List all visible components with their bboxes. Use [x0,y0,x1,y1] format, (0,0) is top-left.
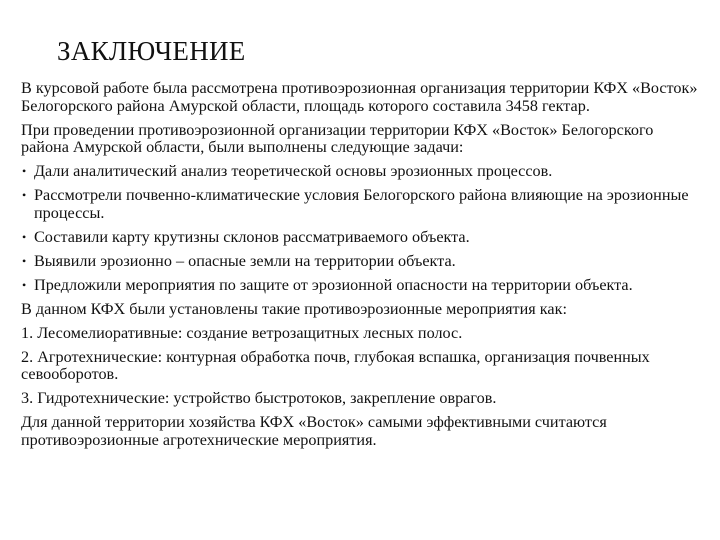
task-item [21,253,701,271]
measure-item: 1. Лесомелиоративные: создание ветрозащитных лесных полос. [21,323,463,342]
conclusion-paragraph: Для данной территории хозяйства КФХ «Восток» самыми эффективными считаются противоэрозионные агротехнические мероприятия. [21,413,607,449]
measure-item: 3. Гидротехнические: устройство быстротоков, закрепление оврагов. [21,389,497,407]
task-text: Составили карту крутизны склонов рассматриваемого объекта. [34,227,470,246]
measures-intro-paragraph: В данном КФХ были установлены такие противоэрозионные мероприятия как: [21,299,567,318]
task-text: Выявили эрозионно – опасные земли на территории объекта. [34,251,456,270]
bullet-icon: • [22,164,27,178]
task-item [21,163,701,181]
bullet-icon: • [22,188,27,202]
bullet-icon: • [22,253,27,268]
slide-title: ЗАКЛЮЧЕНИЕ [57,36,246,66]
task-item [21,229,701,247]
slide-body [21,80,701,456]
bullet-icon: • [22,277,27,292]
tasks-list [21,163,701,294]
task-item [21,187,701,222]
measure-item: 2. Агротехнические: контурная обработка почв, глубокая вспашка, организация почвенных севооборотов. [21,347,650,383]
task-text: Предложили мероприятия по защите от эрозионной опасности на территории объекта. [34,275,633,294]
task-item [21,277,701,295]
intro-paragraph: В курсовой работе была рассмотрена противоэрозионная организация территории КФХ «Восток» Белогорского района Амурской области, площадь которого составила 3458 гектар. [21,79,698,115]
tasks-intro-paragraph: При проведении противоэрозионной организации территории КФХ «Восток» Белогорского района Амурской области, были выполнены следующие задачи: [21,120,654,156]
task-text: Рассмотрели почвенно-климатические условия Белогорского района влияющие на эрозионные процессы. [34,186,689,222]
bullet-icon: • [22,229,27,244]
task-text: Дали аналитический анализ теоретической основы эрозионных процессов. [34,162,553,180]
